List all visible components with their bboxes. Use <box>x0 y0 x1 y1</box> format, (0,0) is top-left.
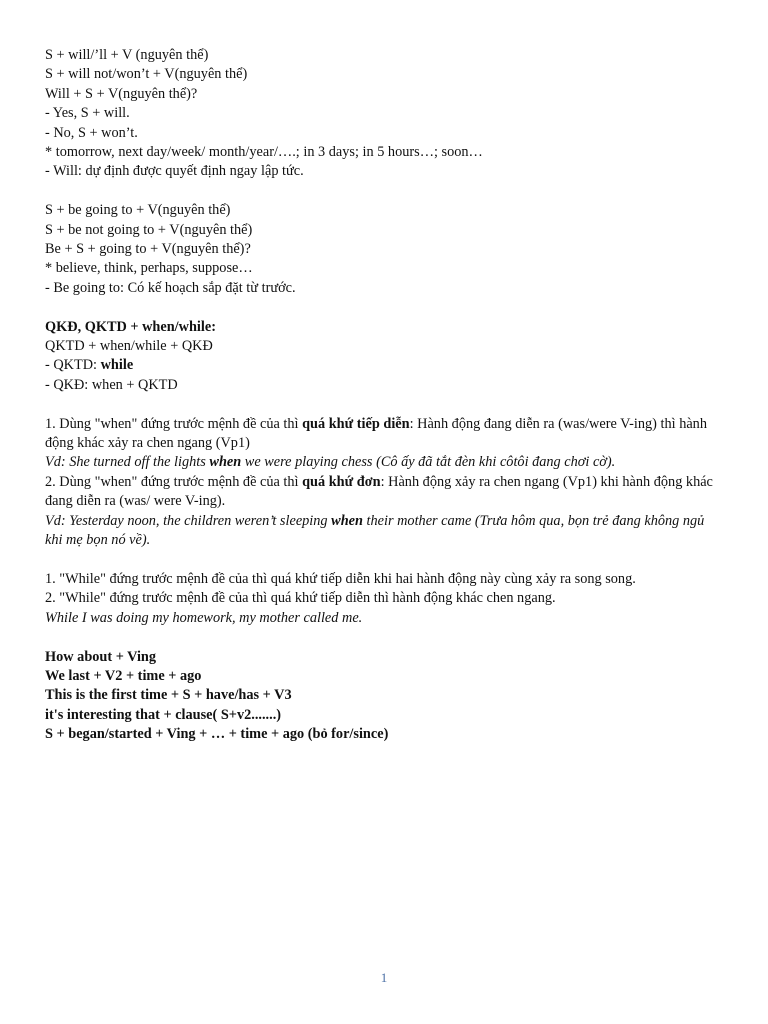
past-formula: QKTD + when/while + QKĐ <box>45 338 213 355</box>
while-example: While I was doing my homework, my mother called me. <box>45 609 363 626</box>
qktd-keyword: while <box>100 357 134 374</box>
spacer <box>45 298 725 317</box>
qktd-rule <box>45 356 725 375</box>
document-body <box>45 46 725 745</box>
going-to-usage-note: - Be going to: Có kế hoạch sắp đặt từ trước. <box>45 279 296 296</box>
while-rule-1: 1. "While" đứng trước mệnh đề của thì quá khứ tiếp diễn khi hai hành động này cùng xảy ra song song. <box>45 570 636 587</box>
will-yes-answer: - Yes, S + will. <box>45 105 130 122</box>
structures-section <box>45 648 725 745</box>
while-rule-2: 2. "While" đứng trước mệnh đề của thì quá khứ tiếp diễn thì hành động khác chen ngang. <box>45 590 556 607</box>
will-time-markers: * tomorrow, next day/week/ month/year/….; in 3 days; in 5 hours…; soon… <box>45 144 483 161</box>
structure-we-last: We last + V2 + time + ago <box>45 667 202 684</box>
will-affirmative: S + will/’ll + V (nguyên thể) <box>45 47 209 63</box>
going-to-question: Be + S + going to + V(nguyên thể)? <box>45 241 251 258</box>
will-negative: S + will not/won’t + V(nguyên thể) <box>45 66 248 83</box>
past-tense-section <box>45 318 725 628</box>
when-rule-1: 1. Dùng "when" đứng trước mệnh đề của thì quá khứ tiếp diễn: Hành động đang diễn ra (was/were V-ing) thì hành động khác xảy ra chen ngang (Vp1) <box>45 415 707 452</box>
past-heading: QKĐ, QKTD + when/while: <box>45 318 216 335</box>
will-no-answer: - No, S + won’t. <box>45 124 138 141</box>
structure-first-time: This is the first time + S + have/has + V3 <box>45 687 292 704</box>
when-example-1: Vd: She turned off the lights when we were playing chess (Cô ấy đã tắt đèn khi côtôi đang chơi cờ). <box>45 454 616 471</box>
spacer <box>45 395 725 414</box>
qkd-rule: - QKĐ: when + QKTD <box>45 376 178 393</box>
spacer <box>45 628 725 647</box>
going-to-negative: S + be not going to + V(nguyên thể) <box>45 221 253 238</box>
going-to-affirmative: S + be going to + V(nguyên thể) <box>45 202 231 219</box>
spacer <box>45 551 725 570</box>
will-section <box>45 46 725 182</box>
qktd-prefix: - QKTD: <box>45 357 101 374</box>
going-to-markers: * believe, think, perhaps, suppose… <box>45 260 253 277</box>
page-number: 1 <box>380 970 388 985</box>
going-to-section <box>45 201 725 298</box>
when-rule-2: 2. Dùng "when" đứng trước mệnh đề của thì quá khứ đơn: Hành động xảy ra chen ngang (Vp1) khi hành động khác đang diễn ra (was/ were V-ing). <box>45 473 713 510</box>
structure-how-about: How about + Ving <box>45 648 157 665</box>
structure-began: S + began/started + Ving + … + time + ago (bỏ for/since) <box>45 726 389 743</box>
structure-interesting: it's interesting that + clause( S+v2.......) <box>45 706 282 723</box>
will-usage-note: - Will: dự định được quyết định ngay lập tức. <box>45 163 304 180</box>
will-question: Will + S + V(nguyên thể)? <box>45 85 198 102</box>
spacer <box>45 182 725 201</box>
when-example-2: Vd: Yesterday noon, the children weren’t sleeping when their mother came (Trưa hôm qua, bọn trẻ đang không ngủ khi mẹ bọn nó về). <box>45 512 705 549</box>
